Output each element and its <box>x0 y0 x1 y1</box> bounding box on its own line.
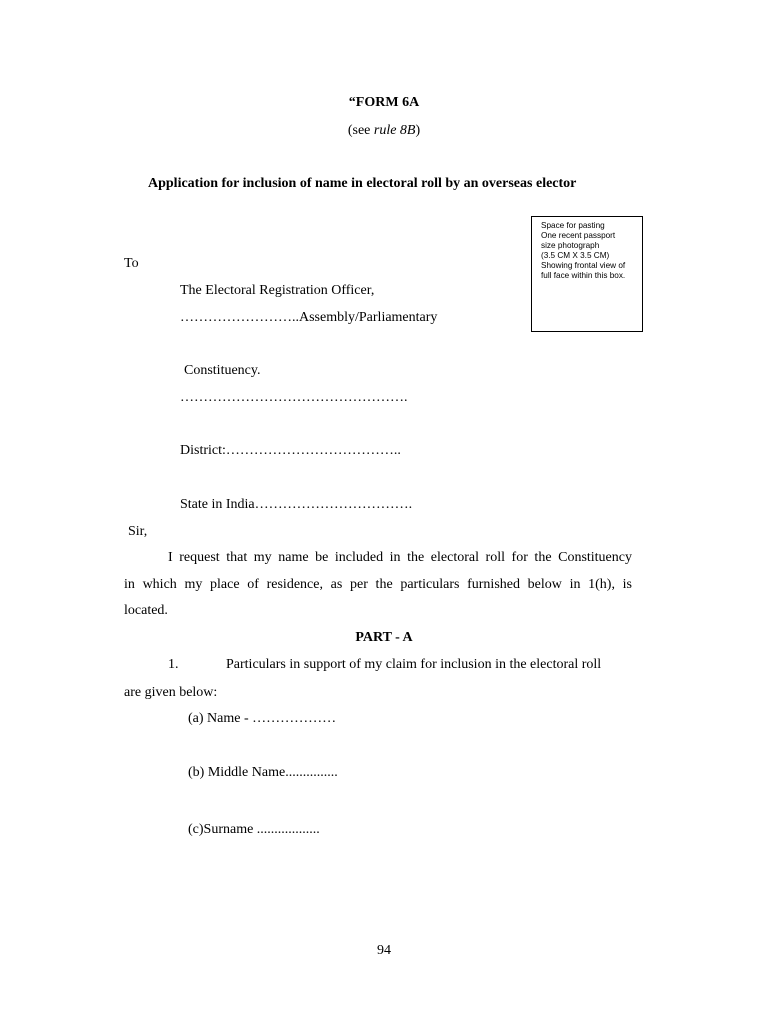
surname-field[interactable]: (c)Surname .................. <box>188 822 320 837</box>
request-line-3: located. <box>124 603 168 618</box>
state-field[interactable]: State in India……………………………. <box>180 497 413 512</box>
rule-reference <box>0 123 768 139</box>
request-line-2: in which my place of residence, as per the particulars furnished below in 1(h), is <box>124 576 632 592</box>
rule-suffix: ) <box>415 123 421 138</box>
photo-box <box>531 216 643 332</box>
photo-box-line: (3.5 CM X 3.5 CM) <box>541 251 610 260</box>
address-to: To <box>124 256 139 271</box>
photo-box-line: Showing frontal view of <box>541 261 626 270</box>
application-title: Application for inclusion of name in electoral roll by an overseas elector <box>148 176 577 191</box>
middle-name-field[interactable]: (b) Middle Name............... <box>188 765 338 780</box>
constituency-field[interactable]: …………………………………………. <box>180 390 408 405</box>
request-line-1-text: I request that my name be included in the electoral roll for the Constituency <box>168 550 632 565</box>
request-line-1 <box>124 545 632 572</box>
district-field[interactable]: District:……………………………….. <box>180 443 401 458</box>
assembly-field[interactable]: ……………………..Assembly/Parliamentary <box>180 310 438 325</box>
item-number: 1. <box>168 657 179 672</box>
rule-prefix: (see <box>347 123 374 138</box>
request-paragraph <box>124 545 632 625</box>
part-a-heading: PART - A <box>355 630 413 645</box>
item-text-line-2: are given below: <box>124 685 218 700</box>
page-number: 94 <box>377 943 391 958</box>
rule-ref: rule 8B <box>373 123 416 138</box>
photo-box-line: Space for pasting <box>541 221 605 230</box>
form-title: “FORM 6A <box>348 95 420 110</box>
constituency-label: Constituency. <box>184 363 261 378</box>
item-text-line-1: Particulars in support of my claim for inclusion in the electoral roll <box>226 657 602 672</box>
salutation: Sir, <box>128 524 148 539</box>
photo-box-line: size photograph <box>541 241 600 250</box>
photo-box-line: full face within this box. <box>541 271 626 280</box>
photo-box-line: One recent passport <box>541 231 616 240</box>
name-field[interactable]: (a) Name - ……………… <box>188 711 337 726</box>
officer-line: The Electoral Registration Officer, <box>180 283 375 298</box>
